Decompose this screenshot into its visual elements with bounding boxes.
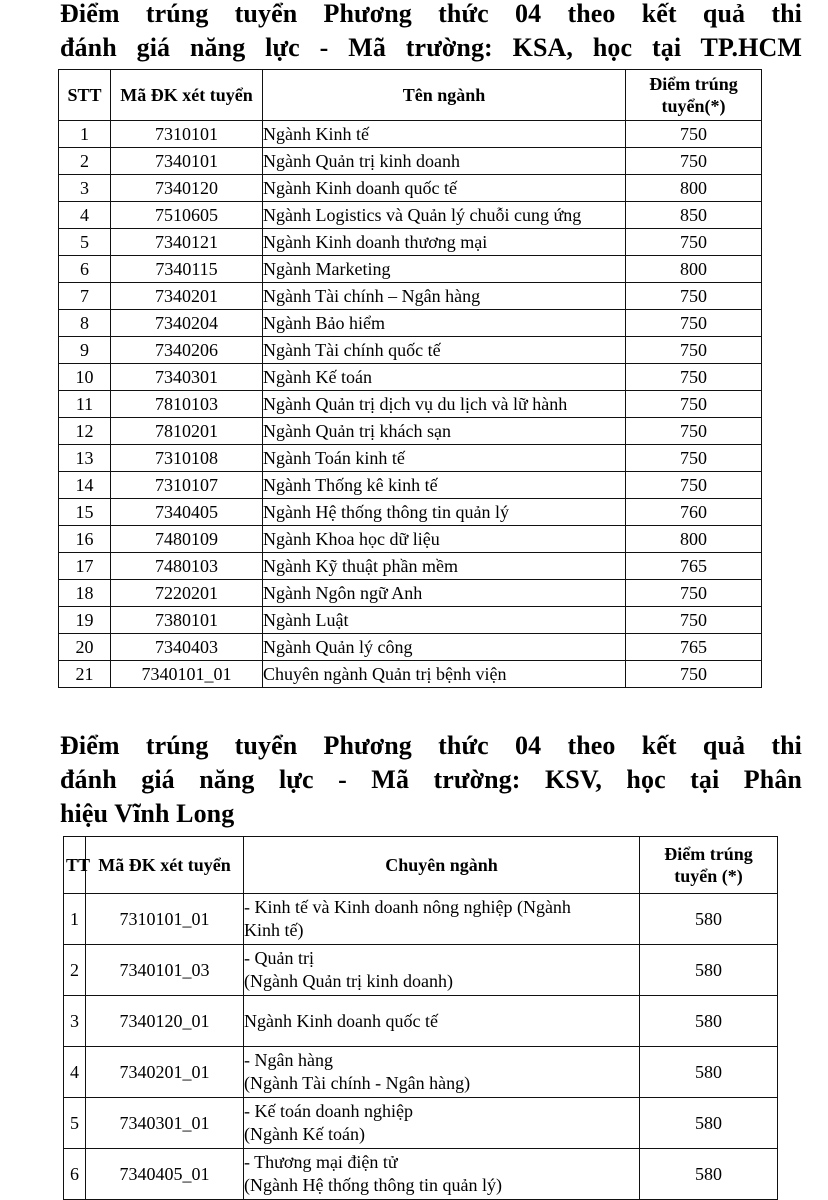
cell-stt: 9	[59, 337, 111, 364]
cell-tt: 6	[64, 1149, 86, 1200]
cell-score: 580	[640, 996, 778, 1047]
cell-score: 760	[626, 499, 762, 526]
table-row	[59, 256, 762, 283]
cell-code: 7220201	[111, 580, 263, 607]
cell-major	[244, 1098, 640, 1149]
cell-score: 750	[626, 283, 762, 310]
major-line-1: Ngành Kinh doanh quốc tế	[244, 1010, 438, 1031]
cell-code: 7340201_01	[86, 1047, 244, 1098]
table-row	[59, 526, 762, 553]
cell-stt: 8	[59, 310, 111, 337]
cell-major	[244, 945, 640, 996]
cell-score: 765	[626, 553, 762, 580]
title-line: Điểm trúng tuyển Phương thức 04 theo kết quả thi	[60, 731, 802, 760]
table-row	[59, 445, 762, 472]
cell-score: 765	[626, 634, 762, 661]
table-row	[64, 996, 778, 1047]
admission-table-ksv	[63, 836, 778, 1200]
cell-score: 580	[640, 945, 778, 996]
major-line-2: (Ngành Tài chính - Ngân hàng)	[244, 1073, 471, 1093]
cell-major	[244, 1149, 640, 1200]
column-header-score: Điểm trúng tuyển(*)	[626, 70, 762, 121]
admission-table-ksa	[58, 69, 762, 688]
title-line: đánh giá năng lực - Mã trường: KSV, học tại Phân	[60, 765, 802, 794]
cell-stt: 18	[59, 580, 111, 607]
cell-stt: 13	[59, 445, 111, 472]
cell-name: Ngành Tài chính quốc tế	[263, 337, 626, 364]
cell-code: 7340403	[111, 634, 263, 661]
table-row	[59, 121, 762, 148]
cell-stt: 21	[59, 661, 111, 688]
cell-stt: 5	[59, 229, 111, 256]
table-row	[59, 310, 762, 337]
table-row	[59, 391, 762, 418]
column-header-name: Tên ngành	[263, 70, 626, 121]
cell-name: Ngành Thống kê kinh tế	[263, 472, 626, 499]
cell-code: 7340101_03	[86, 945, 244, 996]
cell-stt: 2	[59, 148, 111, 175]
column-header-tt: TT	[64, 837, 86, 894]
cell-score: 580	[640, 1098, 778, 1149]
cell-code: 7340115	[111, 256, 263, 283]
cell-code: 7310108	[111, 445, 263, 472]
cell-score: 750	[626, 148, 762, 175]
cell-stt: 16	[59, 526, 111, 553]
table-row	[59, 499, 762, 526]
cell-name: Chuyên ngành Quản trị bệnh viện	[263, 661, 626, 688]
cell-name: Ngành Logistics và Quản lý chuỗi cung ứng	[263, 202, 626, 229]
cell-score: 750	[626, 418, 762, 445]
major-line-1: - Quản trị	[244, 948, 314, 968]
cell-score: 750	[626, 364, 762, 391]
cell-stt: 6	[59, 256, 111, 283]
column-header-stt: STT	[59, 70, 111, 121]
table-row	[59, 472, 762, 499]
title-line: Điểm trúng tuyển Phương thức 04 theo kết quả thi	[60, 0, 802, 28]
cell-code: 7380101	[111, 607, 263, 634]
table-row	[64, 1149, 778, 1200]
cell-score: 580	[640, 1047, 778, 1098]
major-line-1: - Ngân hàng	[244, 1050, 333, 1070]
cell-code: 7480103	[111, 553, 263, 580]
cell-code: 7340204	[111, 310, 263, 337]
cell-code: 7340405	[111, 499, 263, 526]
cell-stt: 1	[59, 121, 111, 148]
cell-tt: 4	[64, 1047, 86, 1098]
cell-code: 7510605	[111, 202, 263, 229]
major-line-2: Kinh tế)	[244, 920, 304, 940]
cell-score: 850	[626, 202, 762, 229]
cell-name: Ngành Kinh tế	[263, 121, 626, 148]
cell-name: Ngành Quản trị khách sạn	[263, 418, 626, 445]
cell-score: 750	[626, 661, 762, 688]
table-row	[59, 229, 762, 256]
cell-name: Ngành Toán kinh tế	[263, 445, 626, 472]
major-line-1: - Kinh tế và Kinh doanh nông nghiệp (Ngành	[244, 897, 571, 917]
major-line-1: - Kế toán doanh nghiệp	[244, 1101, 413, 1121]
cell-code: 7340201	[111, 283, 263, 310]
major-line-2: (Ngành Kế toán)	[244, 1124, 365, 1144]
cell-stt: 17	[59, 553, 111, 580]
table-row	[59, 607, 762, 634]
cell-score: 750	[626, 229, 762, 256]
cell-score: 750	[626, 472, 762, 499]
cell-stt: 11	[59, 391, 111, 418]
table-row	[59, 418, 762, 445]
cell-name: Ngành Kế toán	[263, 364, 626, 391]
cell-score: 750	[626, 391, 762, 418]
table-row	[64, 1047, 778, 1098]
table-header-row	[59, 70, 762, 121]
cell-stt: 14	[59, 472, 111, 499]
cell-score: 750	[626, 310, 762, 337]
cell-stt: 10	[59, 364, 111, 391]
cell-code: 7480109	[111, 526, 263, 553]
cell-stt: 12	[59, 418, 111, 445]
column-header-score: Điểm trúng tuyển (*)	[640, 837, 778, 894]
cell-major	[244, 996, 640, 1047]
cell-stt: 20	[59, 634, 111, 661]
cell-tt: 3	[64, 996, 86, 1047]
table-row	[59, 337, 762, 364]
cell-code: 7340101	[111, 148, 263, 175]
cell-score: 580	[640, 1149, 778, 1200]
cell-name: Ngành Kinh doanh quốc tế	[263, 175, 626, 202]
cell-name: Ngành Luật	[263, 607, 626, 634]
table-row	[59, 634, 762, 661]
table-row	[64, 894, 778, 945]
cell-name: Ngành Kỹ thuật phần mềm	[263, 553, 626, 580]
table-row	[59, 580, 762, 607]
cell-name: Ngành Ngôn ngữ Anh	[263, 580, 626, 607]
cell-name: Ngành Tài chính – Ngân hàng	[263, 283, 626, 310]
cell-score: 750	[626, 580, 762, 607]
cell-stt: 4	[59, 202, 111, 229]
title-line: hiệu Vĩnh Long	[60, 799, 235, 828]
column-header-name: Chuyên ngành	[244, 837, 640, 894]
cell-stt: 7	[59, 283, 111, 310]
cell-name: Ngành Quản trị dịch vụ du lịch và lữ hành	[263, 391, 626, 418]
table-row	[64, 945, 778, 996]
section-title-ksa	[60, 0, 802, 65]
cell-score: 750	[626, 445, 762, 472]
cell-stt: 3	[59, 175, 111, 202]
major-line-2: (Ngành Hệ thống thông tin quản lý)	[244, 1175, 502, 1195]
cell-code: 7310101_01	[86, 894, 244, 945]
cell-name: Ngành Hệ thống thông tin quản lý	[263, 499, 626, 526]
cell-name: Ngành Khoa học dữ liệu	[263, 526, 626, 553]
cell-code: 7340101_01	[111, 661, 263, 688]
cell-score: 800	[626, 175, 762, 202]
cell-code: 7340120	[111, 175, 263, 202]
cell-major	[244, 1047, 640, 1098]
cell-code: 7340121	[111, 229, 263, 256]
cell-score: 580	[640, 894, 778, 945]
cell-name: Ngành Quản trị kinh doanh	[263, 148, 626, 175]
cell-stt: 19	[59, 607, 111, 634]
cell-score: 750	[626, 607, 762, 634]
cell-code: 7340206	[111, 337, 263, 364]
cell-code: 7340405_01	[86, 1149, 244, 1200]
cell-name: Ngành Kinh doanh thương mại	[263, 229, 626, 256]
cell-tt: 5	[64, 1098, 86, 1149]
major-line-2: (Ngành Quản trị kinh doanh)	[244, 971, 453, 991]
title-line: đánh giá năng lực - Mã trường: KSA, học tại TP.HCM	[60, 33, 802, 62]
cell-score: 800	[626, 256, 762, 283]
cell-name: Ngành Quản lý công	[263, 634, 626, 661]
table-row	[59, 283, 762, 310]
cell-code: 7310107	[111, 472, 263, 499]
cell-code: 7340301_01	[86, 1098, 244, 1149]
cell-name: Ngành Marketing	[263, 256, 626, 283]
cell-major	[244, 894, 640, 945]
cell-score: 750	[626, 337, 762, 364]
table-row	[59, 148, 762, 175]
cell-code: 7810201	[111, 418, 263, 445]
cell-code: 7340301	[111, 364, 263, 391]
cell-tt: 2	[64, 945, 86, 996]
table-row	[64, 1098, 778, 1149]
section-title-ksv	[60, 729, 802, 831]
table-header-row	[64, 837, 778, 894]
cell-tt: 1	[64, 894, 86, 945]
cell-score: 750	[626, 121, 762, 148]
cell-score: 800	[626, 526, 762, 553]
table-row	[59, 175, 762, 202]
table-row	[59, 202, 762, 229]
table-row	[59, 661, 762, 688]
cell-code: 7310101	[111, 121, 263, 148]
column-header-code: Mã ĐK xét tuyển	[111, 70, 263, 121]
cell-code: 7810103	[111, 391, 263, 418]
cell-stt: 15	[59, 499, 111, 526]
cell-name: Ngành Bảo hiểm	[263, 310, 626, 337]
column-header-code: Mã ĐK xét tuyển	[86, 837, 244, 894]
cell-code: 7340120_01	[86, 996, 244, 1047]
table-row	[59, 364, 762, 391]
major-line-1: - Thương mại điện tử	[244, 1152, 398, 1172]
table-row	[59, 553, 762, 580]
